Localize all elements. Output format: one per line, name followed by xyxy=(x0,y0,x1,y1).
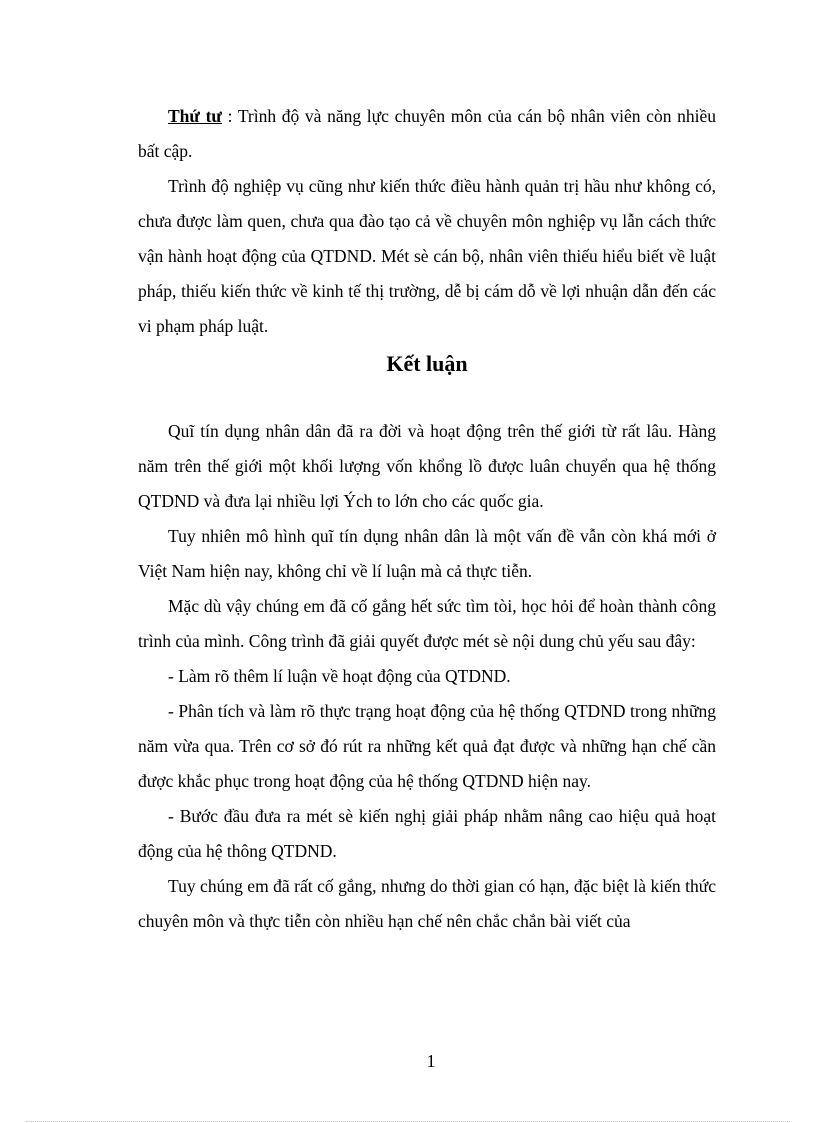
paragraph-trinh-do: Trình độ nghiệp vụ cũng như kiến thức điều hành quản trị hầu như không có, chưa được làm quen, chưa qua đào tạo cả về chuyên môn nghiệp vụ lẫn cách thức vận hành hoạt động của QTDND. Mét sè cán bộ, nhân viên thiếu hiểu biết về luật pháp, thiếu kiến thức về kinh tế thị trường, dễ bị cám dỗ về lợi nhuận dẫn đến các vi phạm pháp luật. xyxy=(138,176,716,336)
conclusion-body xyxy=(138,414,716,939)
bullet-item-3: - Bước đầu đưa ra mét sè kiến nghị giải pháp nhằm nâng cao hiệu quả hoạt động của hệ thông QTDND. xyxy=(138,806,716,861)
conclusion-paragraph-final: Tuy chúng em đã rất cố gắng, nhưng do thời gian có hạn, đặc biệt là kiến thức chuyên môn và thực tiễn còn nhiều hạn chế nên chắc chắn bài viết của xyxy=(138,876,716,931)
conclusion-paragraph-2: Tuy nhiên mô hình quĩ tín dụng nhân dân là một vấn đề vẫn còn khá mới ở Việt Nam hiện nay, không chỉ về lí luận mà cả thực tiễn. xyxy=(138,526,716,581)
conclusion-heading: Kết luận xyxy=(386,351,468,376)
bullet-item-1: - Làm rõ thêm lí luận về hoạt động của QTDND. xyxy=(168,666,511,686)
section-one xyxy=(138,99,716,344)
bullet-item-2: - Phân tích và làm rõ thực trạng hoạt động của hệ thống QTDND trong những năm vừa qua. Trên cơ sở đó rút ra những kết quả đạt được và những hạn chế cần được khắc phục trong hoạt động của hệ thống QTDND hiện nay. xyxy=(138,701,716,791)
conclusion-paragraph-3: Mặc dù vậy chúng em đã cố gắng hết sức tìm tòi, học hỏi để hoàn thành công trình của mình. Công trình đã giải quyết được mét sè nội dung chủ yếu sau đây: xyxy=(138,596,716,651)
lead-label: Thứ tư xyxy=(168,106,222,126)
page-number: 1 xyxy=(426,1051,436,1071)
paragraph-thu-tu xyxy=(138,99,716,169)
lead-rest: : Trình độ và năng lực chuyên môn của cán bộ nhân viên còn nhiều bất cập. xyxy=(138,106,716,161)
page-bottom-divider xyxy=(26,1121,790,1122)
conclusion-paragraph-1: Quĩ tín dụng nhân dân đã ra đời và hoạt động trên thế giới từ rất lâu. Hàng năm trên thế giới một khối lượng vốn khổng lồ được luân chuyển qua hệ thống QTDND và đưa lại nhiều lợi Ých to lớn cho các quốc gia. xyxy=(138,421,716,511)
